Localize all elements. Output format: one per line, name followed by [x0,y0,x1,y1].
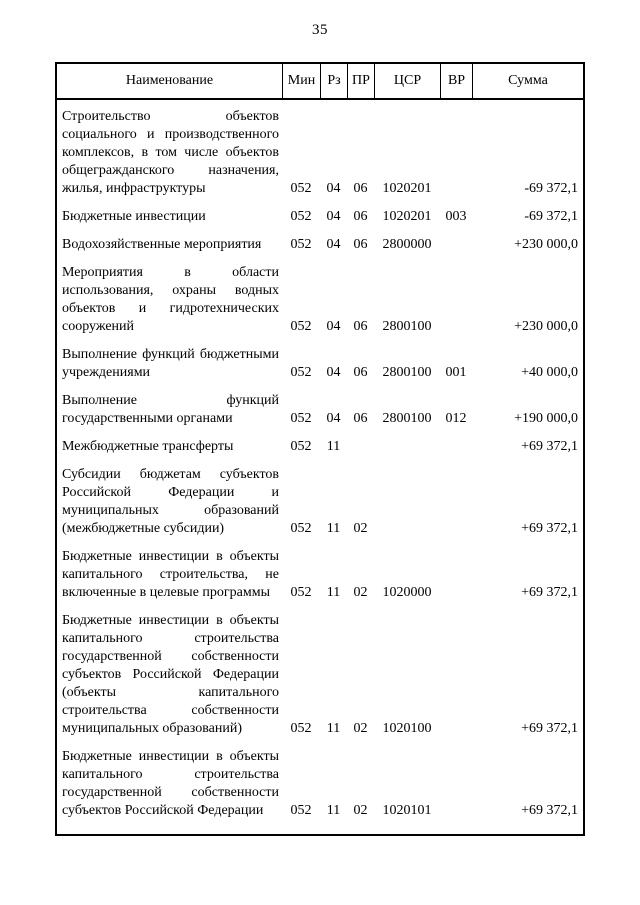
pr-cell: 06 [353,319,368,334]
budget-table [55,62,585,836]
csr-cell: 2800000 [382,237,432,252]
table-row [57,264,583,336]
table-header-row [57,64,583,100]
name-cell: Строительство объектов социального и производственного комплексов, в том числе объектов общегражданского назначения, жилья, инфраструктуры [62,109,279,196]
name-cell: Водохозяйственные мероприятия [62,237,262,252]
pr-cell: 02 [353,521,368,536]
vr-cell: 012 [445,411,467,426]
table-row [57,236,583,254]
name-cell: Бюджетные инвестиции в объекты капитального строительства государственной собственности субъектов Российской Федерации [62,749,279,818]
header-name: Наименование [125,73,214,88]
summa-cell: +69 372,1 [521,585,578,600]
header-pr: ПР [347,64,374,98]
csr-cell: 2800100 [382,319,432,334]
table-body [57,100,583,834]
name-cell: Мероприятия в области использования, охраны водных объектов и гидротехнических сооружений [62,265,279,334]
min-cell: 052 [290,439,312,454]
pr-cell: 06 [353,209,368,224]
csr-cell: 1020101 [382,803,432,818]
csr-cell: 2800100 [382,365,432,380]
summa-cell: +69 372,1 [521,721,578,736]
header-min: Мин [282,64,320,98]
table-row [57,748,583,820]
vr-cell: 001 [445,365,467,380]
rz-cell: 11 [326,439,341,454]
header-summa: Сумма [472,64,583,98]
min-cell: 052 [290,721,312,736]
header-vr: ВР [440,64,472,98]
summa-cell: -69 372,1 [524,209,578,224]
min-cell: 052 [290,181,312,196]
summa-cell: +40 000,0 [521,365,578,380]
min-cell: 052 [290,585,312,600]
vr-cell: 003 [445,209,467,224]
pr-cell: 02 [353,585,368,600]
header-rz: Рз [320,64,347,98]
table-row [57,208,583,226]
min-cell: 052 [290,411,312,426]
min-cell: 052 [290,803,312,818]
pr-cell: 02 [353,721,368,736]
rz-cell: 04 [326,365,341,380]
csr-cell: 2800100 [382,411,432,426]
table-row [57,108,583,198]
name-cell: Выполнение функций бюджетными учреждениями [62,347,279,380]
csr-cell: 1020000 [382,585,432,600]
rz-cell: 04 [326,209,341,224]
pr-cell: 06 [353,365,368,380]
rz-cell: 11 [326,803,341,818]
rz-cell: 11 [326,521,341,536]
min-cell: 052 [290,365,312,380]
page-number: 35 [312,22,328,38]
header-csr: ЦСР [374,64,440,98]
csr-cell: 1020201 [382,181,432,196]
rz-cell: 11 [326,585,341,600]
min-cell: 052 [290,319,312,334]
summa-cell: +190 000,0 [514,411,578,426]
name-cell: Бюджетные инвестиции в объекты капитального строительства, не включенные в целевые программы [62,549,279,600]
pr-cell: 06 [353,181,368,196]
name-cell: Бюджетные инвестиции [62,209,206,224]
rz-cell: 04 [326,181,341,196]
summa-cell: +230 000,0 [514,319,578,334]
rz-cell: 04 [326,411,341,426]
summa-cell: +69 372,1 [521,803,578,818]
min-cell: 052 [290,237,312,252]
table-row [57,392,583,428]
pr-cell: 06 [353,411,368,426]
rz-cell: 11 [326,721,341,736]
csr-cell: 1020100 [382,721,432,736]
table-row [57,548,583,602]
table-row [57,466,583,538]
summa-cell: +69 372,1 [521,521,578,536]
name-cell: Выполнение функций государственными органами [62,393,279,426]
csr-cell: 1020201 [382,209,432,224]
name-cell: Бюджетные инвестиции в объекты капитального строительства государственной собственности субъектов Российской Федерации (объекты капитального строительства собственности муниципальных образований) [62,613,279,736]
table-row [57,346,583,382]
pr-cell: 06 [353,237,368,252]
name-cell: Субсидии бюджетам субъектов Российской Федерации и муниципальных образований (межбюджетные субсидии) [62,467,279,536]
rz-cell: 04 [326,319,341,334]
table-row [57,438,583,456]
summa-cell: +230 000,0 [514,237,578,252]
summa-cell: -69 372,1 [524,181,578,196]
summa-cell: +69 372,1 [521,439,578,454]
min-cell: 052 [290,521,312,536]
min-cell: 052 [290,209,312,224]
pr-cell: 02 [353,803,368,818]
name-cell: Межбюджетные трансферты [62,439,234,454]
table-row [57,612,583,738]
rz-cell: 04 [326,237,341,252]
